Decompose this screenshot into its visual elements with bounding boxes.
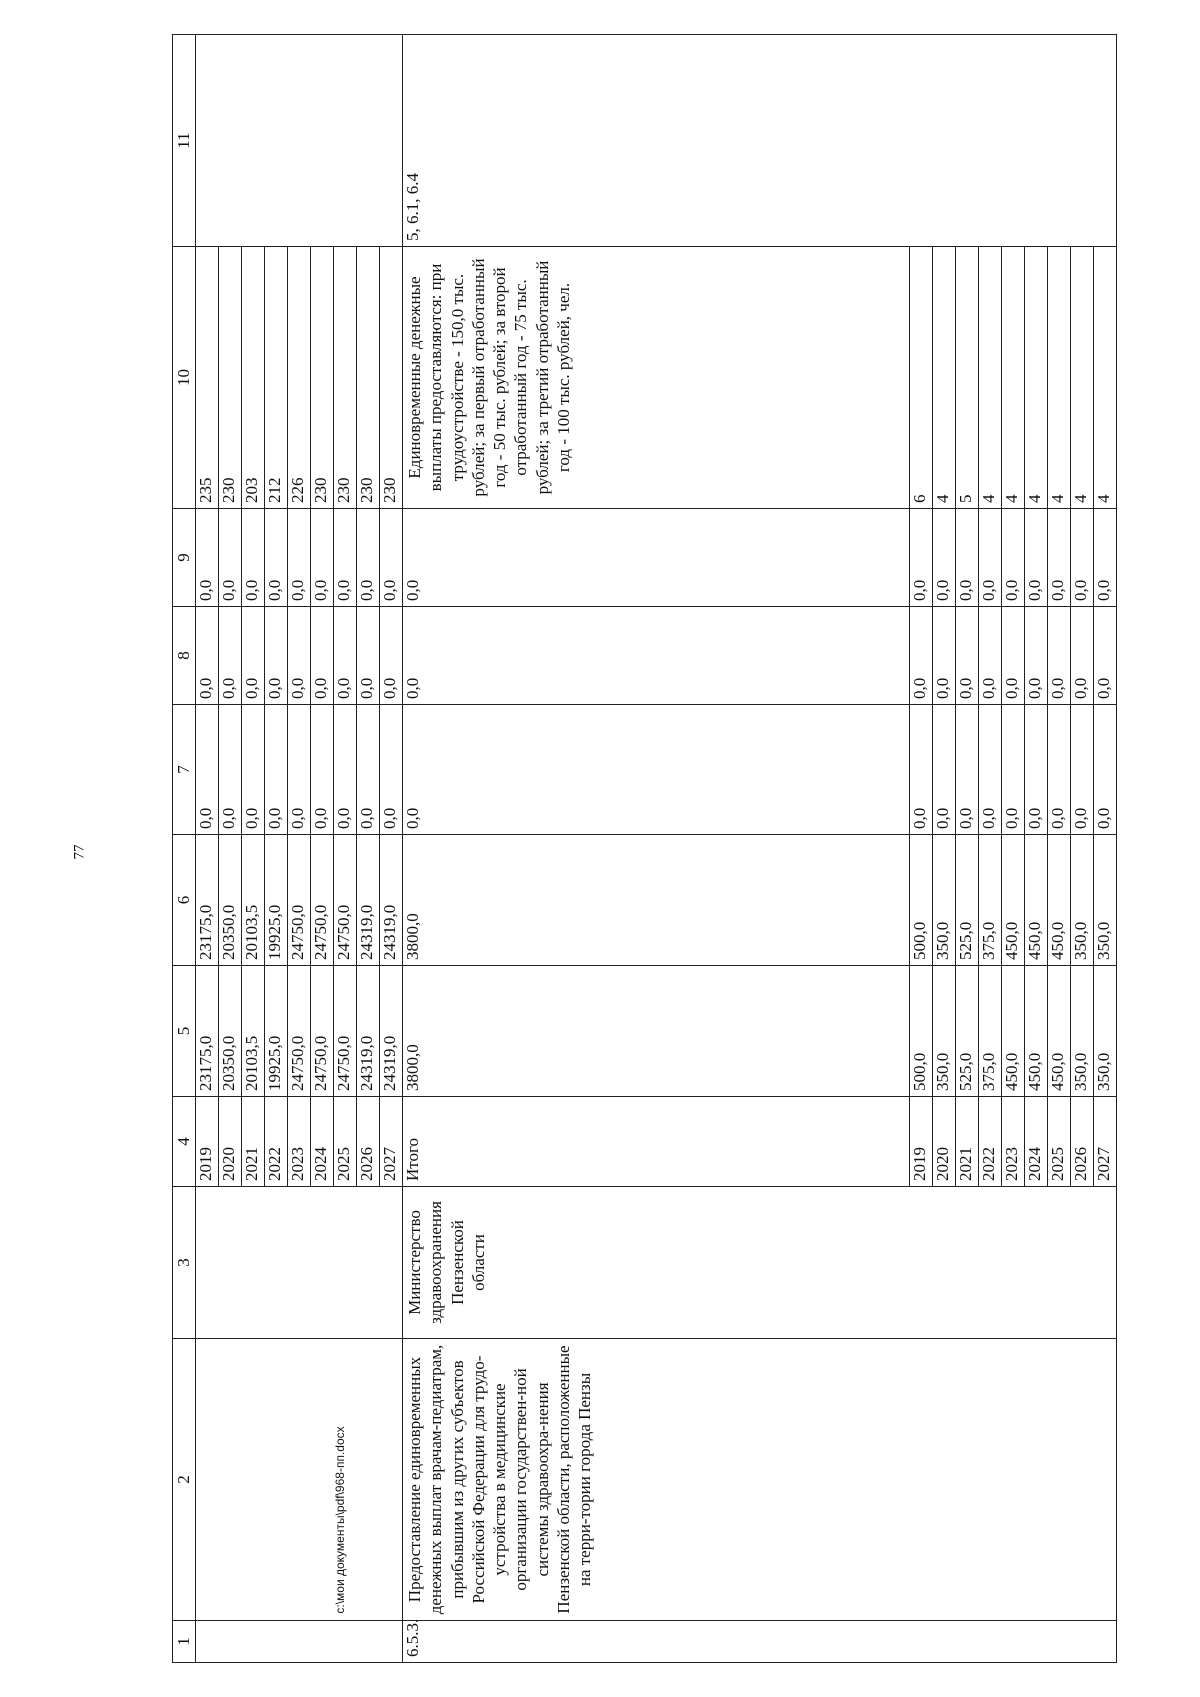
total-value: 0,0 [403,509,426,607]
value-cell: 4 [1048,247,1071,509]
value-cell: 0,0 [1094,509,1117,607]
section-description: Предоставление единовременных денежных выплат врачам-педиатрам, прибывшим из других субъектов Российской Федерации для трудо-устройства в медицинские организации государствен-ной системы здравоохра-нения Пензенской области, расположенные на терри-тории города Пензы [403,1339,1117,1621]
total-value: 0,0 [403,607,426,705]
value-cell: 0,0 [933,705,956,835]
value-cell: 0,0 [311,705,334,835]
header-cell: 4 [173,1097,196,1187]
value-cell: 375,0 [979,835,1002,966]
value-cell: 4 [979,247,1002,509]
page-number: 77 [71,844,88,860]
year-cell: 2023 [1002,1097,1025,1187]
value-cell: 0,0 [1071,607,1094,705]
value-cell: 23175,0 [196,966,219,1097]
value-cell: 24319,0 [357,966,380,1097]
total-value: 3800,0 [403,835,426,966]
value-cell: 0,0 [265,607,288,705]
empty-cell [196,1339,403,1621]
value-cell: 0,0 [334,607,357,705]
value-cell: 0,0 [334,705,357,835]
value-cell: 350,0 [1094,835,1117,966]
value-cell: 24750,0 [311,966,334,1097]
header-cell: 8 [173,607,196,705]
value-cell: 0,0 [196,607,219,705]
empty-cell [425,966,910,1097]
empty-cell [425,607,910,705]
value-cell: 0,0 [910,705,933,835]
value-cell: 0,0 [265,705,288,835]
value-cell: 0,0 [979,705,1002,835]
value-cell: 0,0 [196,509,219,607]
file-path: c:\мои документы\pdf\968-пп.docx [333,1426,347,1614]
empty-cell [425,705,910,835]
value-cell: 4 [933,247,956,509]
value-cell: 0,0 [311,607,334,705]
value-cell: 0,0 [1025,509,1048,607]
program-table [172,34,1117,1663]
value-cell: 0,0 [1025,607,1048,705]
year-cell: 2026 [357,1097,380,1187]
year-cell: 2021 [956,1097,979,1187]
header-cell: 2 [173,1339,196,1621]
value-cell: 0,0 [288,509,311,607]
value-cell: 230 [380,247,403,509]
year-cell: 2020 [933,1097,956,1187]
value-cell: 500,0 [910,966,933,1097]
value-cell: 0,0 [288,705,311,835]
value-cell: 0,0 [219,705,242,835]
empty-cell [425,835,910,966]
value-cell: 0,0 [910,607,933,705]
total-value: 0,0 [403,705,426,835]
value-cell: 19925,0 [265,966,288,1097]
year-cell: 2024 [311,1097,334,1187]
value-cell: 350,0 [1094,966,1117,1097]
total-label: Итого [403,1097,426,1187]
value-cell: 0,0 [1002,509,1025,607]
empty-cell [196,35,403,247]
value-cell: 0,0 [1094,705,1117,835]
header-cell: 5 [173,966,196,1097]
header-cell: 7 [173,705,196,835]
value-cell: 0,0 [242,509,265,607]
year-cell: 2021 [242,1097,265,1187]
header-cell: 6 [173,835,196,966]
value-cell: 0,0 [979,509,1002,607]
header-cell: 1 [173,1621,196,1663]
value-cell: 0,0 [1048,509,1071,607]
value-cell: 203 [242,247,265,509]
empty-cell [196,1187,403,1339]
value-cell: 4 [1071,247,1094,509]
year-cell: 2025 [334,1097,357,1187]
value-cell: 0,0 [380,509,403,607]
value-cell: 350,0 [933,966,956,1097]
value-cell: 0,0 [288,607,311,705]
value-cell: 24750,0 [334,835,357,966]
value-cell: 0,0 [1094,607,1117,705]
value-cell: 0,0 [956,607,979,705]
value-cell: 0,0 [311,509,334,607]
value-cell: 0,0 [1002,607,1025,705]
value-cell: 230 [357,247,380,509]
value-cell: 350,0 [933,835,956,966]
value-cell: 24750,0 [288,966,311,1097]
year-cell: 2026 [1071,1097,1094,1187]
value-cell: 350,0 [1071,966,1094,1097]
header-cell: 3 [173,1187,196,1339]
value-cell: 24750,0 [288,835,311,966]
year-cell: 2024 [1025,1097,1048,1187]
value-cell: 0,0 [242,607,265,705]
section-indicator: Единовременные денежные выплаты предоставляются: при трудоустройстве - 150,0 тыс. рублей; за первый отработанный год - 50 тыс. рублей; за второй отработанный год - 75 тыс. рублей; за третий отработанный год - 100 тыс. рублей, чел. [403,247,910,509]
value-cell: 450,0 [1048,966,1071,1097]
value-cell: 450,0 [1048,835,1071,966]
value-cell: 0,0 [380,607,403,705]
value-cell: 4 [1094,247,1117,509]
value-cell: 24750,0 [334,966,357,1097]
year-cell: 2023 [288,1097,311,1187]
value-cell: 24319,0 [380,966,403,1097]
value-cell: 19925,0 [265,835,288,966]
value-cell: 24319,0 [380,835,403,966]
value-cell: 0,0 [380,705,403,835]
value-cell: 525,0 [956,966,979,1097]
value-cell: 0,0 [1002,705,1025,835]
value-cell: 0,0 [1048,607,1071,705]
value-cell: 0,0 [933,607,956,705]
value-cell: 20103,5 [242,835,265,966]
year-cell: 2027 [1094,1097,1117,1187]
value-cell: 212 [265,247,288,509]
total-value: 3800,0 [403,966,426,1097]
empty-cell [425,509,910,607]
value-cell: 0,0 [1071,509,1094,607]
value-cell: 450,0 [1002,966,1025,1097]
year-cell: 2027 [380,1097,403,1187]
empty-cell [196,1621,403,1663]
value-cell: 500,0 [910,835,933,966]
value-cell: 235 [196,247,219,509]
value-cell: 0,0 [334,509,357,607]
value-cell: 20350,0 [219,835,242,966]
header-cell: 11 [173,35,196,247]
header-cell: 9 [173,509,196,607]
section-links: 5, 6.1, 6.4 [403,35,1117,247]
value-cell: 0,0 [265,509,288,607]
value-cell: 0,0 [219,509,242,607]
value-cell: 0,0 [1025,705,1048,835]
year-cell: 2022 [979,1097,1002,1187]
value-cell: 230 [334,247,357,509]
year-cell: 2019 [196,1097,219,1187]
rotated-page [172,35,1117,1663]
value-cell: 6 [910,247,933,509]
value-cell: 0,0 [933,509,956,607]
value-cell: 0,0 [196,705,219,835]
year-cell: 2022 [265,1097,288,1187]
value-cell: 375,0 [979,966,1002,1097]
section-number: 6.5.3. [403,1621,1117,1663]
value-cell: 350,0 [1071,835,1094,966]
value-cell: 0,0 [357,607,380,705]
value-cell: 20350,0 [219,966,242,1097]
table-row [196,35,219,1663]
value-cell: 5 [956,247,979,509]
value-cell: 0,0 [219,607,242,705]
value-cell: 450,0 [1025,835,1048,966]
value-cell: 450,0 [1025,966,1048,1097]
section-executor: Министерство здравоохранения Пензенской области [403,1187,1117,1339]
value-cell: 20103,5 [242,966,265,1097]
value-cell: 24750,0 [311,835,334,966]
value-cell: 0,0 [956,509,979,607]
empty-cell [425,1097,910,1187]
value-cell: 0,0 [910,509,933,607]
value-cell: 4 [1002,247,1025,509]
value-cell: 0,0 [242,705,265,835]
value-cell: 0,0 [1071,705,1094,835]
value-cell: 0,0 [357,509,380,607]
section-total-row [403,35,426,1663]
value-cell: 226 [288,247,311,509]
value-cell: 24319,0 [357,835,380,966]
year-cell: 2019 [910,1097,933,1187]
value-cell: 0,0 [979,607,1002,705]
value-cell: 450,0 [1002,835,1025,966]
year-cell: 2020 [219,1097,242,1187]
value-cell: 4 [1025,247,1048,509]
value-cell: 525,0 [956,835,979,966]
value-cell: 230 [219,247,242,509]
value-cell: 0,0 [1048,705,1071,835]
header-cell: 10 [173,247,196,509]
value-cell: 23175,0 [196,835,219,966]
header-row [173,35,196,1663]
year-cell: 2025 [1048,1097,1071,1187]
value-cell: 230 [311,247,334,509]
value-cell: 0,0 [357,705,380,835]
value-cell: 0,0 [956,705,979,835]
